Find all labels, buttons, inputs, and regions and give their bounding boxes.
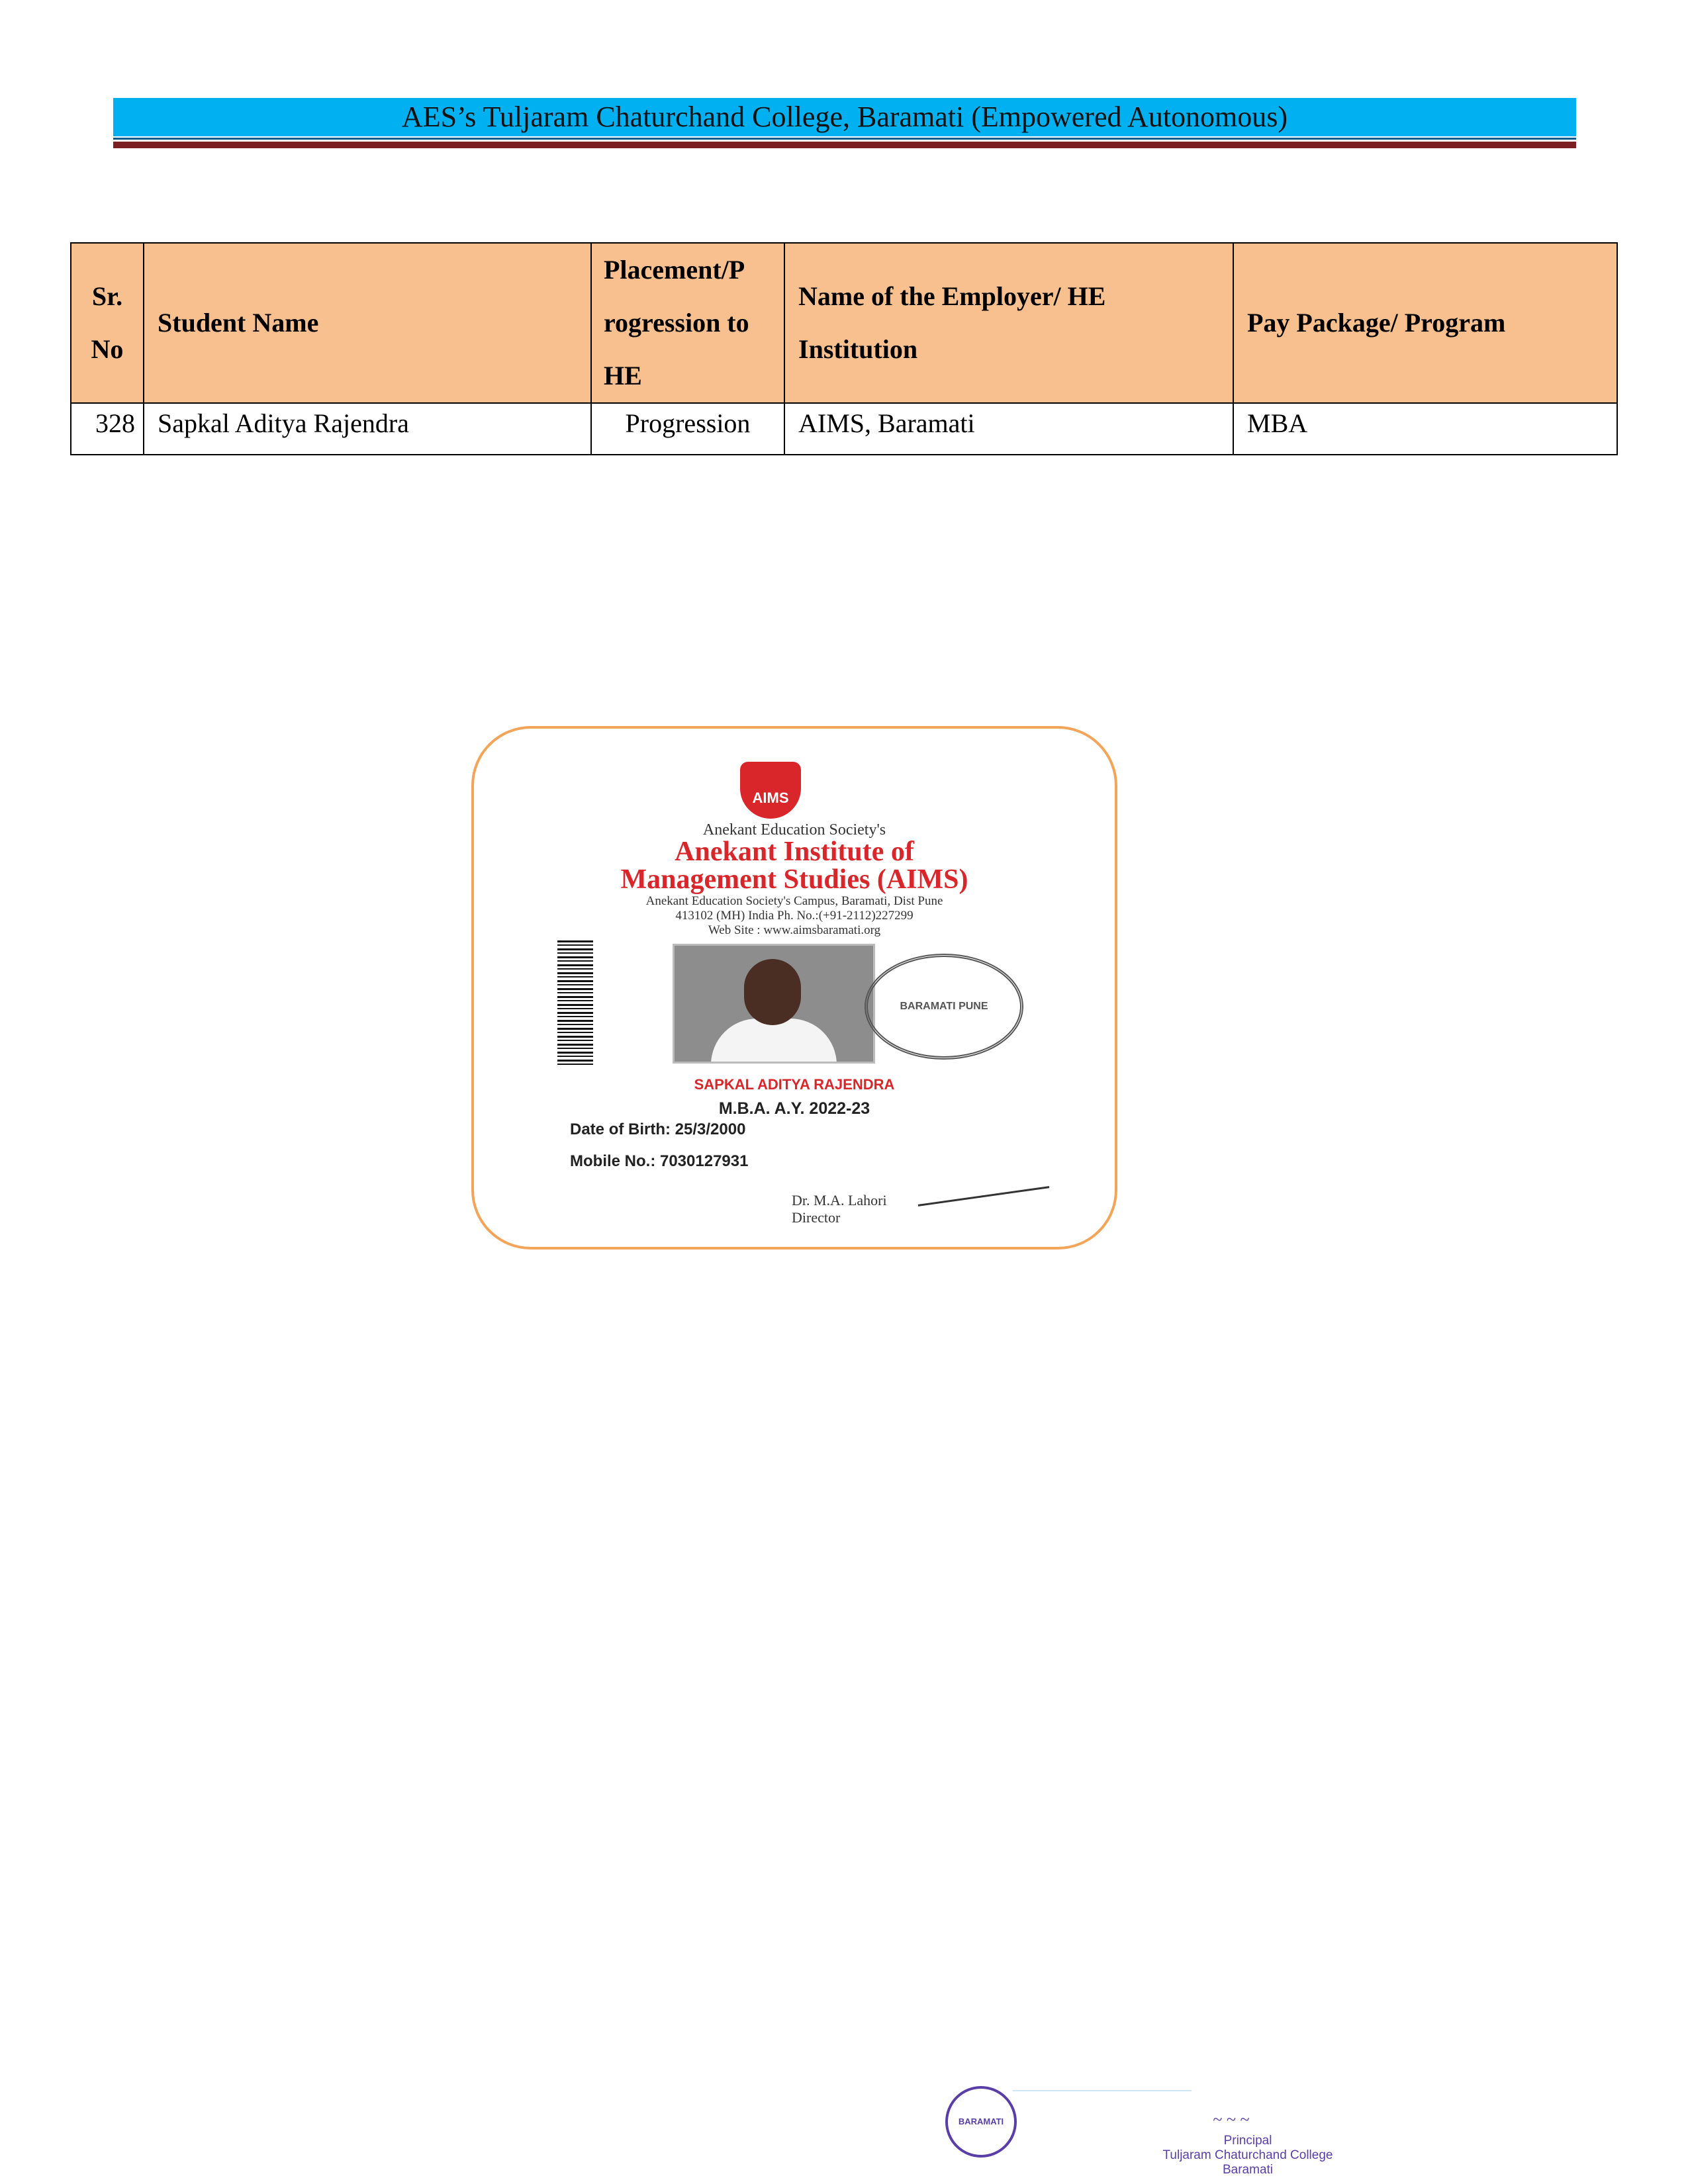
card-student-name: SAPKAL ADITYA RAJENDRA — [694, 1076, 895, 1093]
card-signature — [792, 1192, 887, 1226]
footer-city: Baramati — [1222, 2163, 1274, 2177]
table-header-row — [71, 243, 1617, 403]
header-title: AES’s Tuljaram Chaturchand College, Baramati (Empowered Autonomous) — [401, 101, 1288, 133]
header-sr-no: Sr. No — [71, 243, 144, 403]
card-institute-line2: Management Studies (AIMS) — [620, 864, 968, 895]
header-student-name: Student Name — [144, 243, 591, 403]
header-rule-thin — [113, 138, 1576, 140]
student-photo — [673, 944, 875, 1064]
footer-principal: Principal — [1223, 2134, 1272, 2148]
card-address-line1: Anekant Education Society's Campus, Baramati, Dist Pune — [645, 894, 943, 908]
photo-head — [744, 959, 801, 1025]
header-rule — [113, 142, 1576, 148]
principal-signature: ~ ~ ~ — [1213, 2110, 1250, 2129]
cell-student-name: Sapkal Aditya Rajendra — [144, 403, 591, 455]
student-id-card — [471, 726, 1117, 1250]
card-address-line3: Web Site : www.aimsbaramati.org — [708, 923, 881, 937]
table-row — [71, 403, 1617, 455]
signatory-title: Director — [792, 1209, 841, 1226]
college-seal: BARAMATI — [945, 2086, 1017, 2158]
card-society: Anekant Education Society's — [702, 821, 886, 839]
card-dob: Date of Birth: 25/3/2000 — [570, 1120, 746, 1138]
signature-stroke — [918, 1186, 1049, 1206]
placement-table — [70, 242, 1618, 455]
signatory-name: Dr. M.A. Lahori — [792, 1192, 887, 1208]
aims-logo: AIMS — [740, 762, 801, 819]
card-address-line2: 413102 (MH) India Ph. No.:(+91-2112)227299 — [675, 909, 914, 923]
card-course: M.B.A. A.Y. 2022-23 — [718, 1099, 870, 1118]
cell-employer: AIMS, Baramati — [784, 403, 1233, 455]
cell-sr-no: 328 — [71, 403, 144, 455]
footer-college: Tuljaram Chaturchand College — [1162, 2148, 1333, 2162]
card-institute-line1: Anekant Institute of — [675, 837, 914, 867]
institute-seal: BARAMATI PUNE — [865, 954, 1023, 1060]
photo-body — [711, 1019, 837, 1064]
cell-pay-package: MBA — [1233, 403, 1617, 455]
document-header — [113, 98, 1576, 136]
barcode-image — [557, 940, 593, 1066]
header-employer: Name of the Employer/ HE Institution — [784, 243, 1233, 403]
header-pay-package: Pay Package/ Program — [1233, 243, 1617, 403]
card-mobile: Mobile No.: 7030127931 — [570, 1152, 749, 1170]
header-placement: Placement/P rogression to HE — [591, 243, 784, 403]
footer-line — [1013, 2090, 1192, 2091]
cell-placement: Progression — [591, 403, 784, 455]
